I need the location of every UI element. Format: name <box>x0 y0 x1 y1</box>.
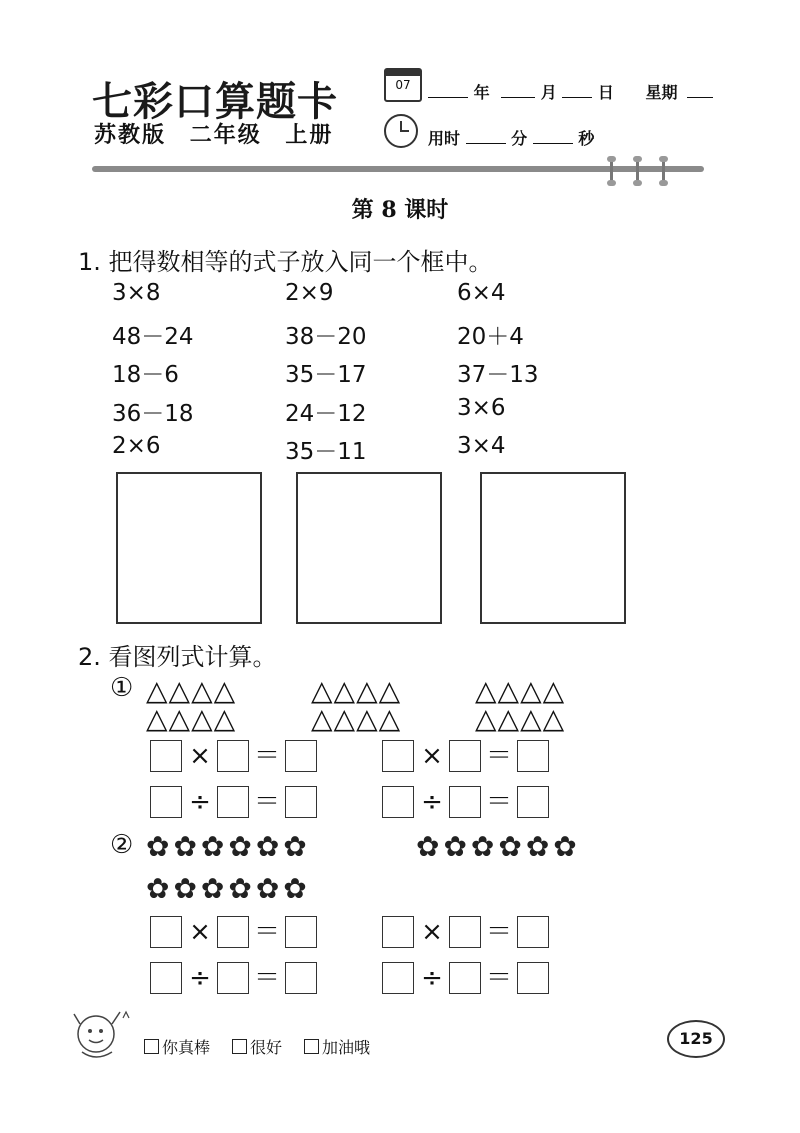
equals-sign: ＝ <box>253 741 280 771</box>
equals-sign: ＝ <box>485 963 512 993</box>
answer-square[interactable] <box>449 962 481 994</box>
answer-square[interactable] <box>449 916 481 948</box>
grade: 二年级 <box>189 123 262 148</box>
divide-sign: ÷ <box>421 787 443 817</box>
answer-square[interactable] <box>517 916 549 948</box>
checkbox-icon[interactable] <box>304 1039 319 1054</box>
expression: 3×6 <box>457 395 506 421</box>
answer-square[interactable] <box>285 962 317 994</box>
time-fields: 用时 分 秒 <box>428 129 595 148</box>
answer-square[interactable] <box>517 786 549 818</box>
answer-square[interactable] <box>517 740 549 772</box>
calendar-icon: 07 <box>384 68 422 102</box>
answer-square[interactable] <box>285 740 317 772</box>
divide-sign: ÷ <box>189 963 211 993</box>
brand-title: 七彩口算题卡 <box>92 78 338 125</box>
answer-square[interactable] <box>285 786 317 818</box>
day-blank[interactable] <box>562 83 592 98</box>
equals-sign: ＝ <box>253 963 280 993</box>
expression: 6×4 <box>457 280 506 306</box>
expression: 20＋4 <box>457 324 524 350</box>
answer-square[interactable] <box>150 962 182 994</box>
equals-sign: ＝ <box>485 917 512 947</box>
triangle-row: △△△△ <box>146 674 237 707</box>
edition-label <box>94 118 347 149</box>
answer-square[interactable] <box>449 786 481 818</box>
rating-good[interactable]: 很好 <box>232 1035 282 1058</box>
divide-sign: ÷ <box>421 963 443 993</box>
answer-square[interactable] <box>217 962 249 994</box>
month-blank[interactable] <box>501 83 535 98</box>
answer-square[interactable] <box>217 786 249 818</box>
expression: 24－12 <box>285 401 367 427</box>
divide-sign: ÷ <box>189 787 211 817</box>
answer-box-3[interactable] <box>480 472 626 624</box>
answer-square[interactable] <box>382 916 414 948</box>
answer-square[interactable] <box>150 740 182 772</box>
question-1-title: 1. 把得数相等的式子放入同一个框中。 <box>78 248 493 276</box>
answer-box-1[interactable] <box>116 472 262 624</box>
binder-pin-icon <box>636 158 639 184</box>
answer-square[interactable] <box>217 916 249 948</box>
checkbox-icon[interactable] <box>232 1039 247 1054</box>
expression: 18－6 <box>112 362 179 388</box>
times-sign: × <box>421 741 443 771</box>
second-blank[interactable] <box>533 129 573 144</box>
equals-sign: ＝ <box>253 917 280 947</box>
expression: 48－24 <box>112 324 194 350</box>
expression: 38－20 <box>285 324 367 350</box>
clock-icon <box>384 114 418 148</box>
weekday-blank[interactable] <box>687 83 713 98</box>
triangle-row: △△△△ <box>311 702 402 735</box>
rating-great[interactable]: 你真棒 <box>144 1035 210 1058</box>
times-sign: × <box>421 917 443 947</box>
flower-row: ✿✿✿✿✿✿ <box>146 830 311 863</box>
answer-square[interactable] <box>150 916 182 948</box>
expression: 2×6 <box>112 433 161 459</box>
question-2-title: 2. 看图列式计算。 <box>78 643 277 671</box>
date-fields: 年 月 日 星期 <box>428 80 713 103</box>
publisher: 苏教版 <box>94 123 167 148</box>
expression: 36－18 <box>112 401 194 427</box>
answer-square[interactable] <box>449 740 481 772</box>
triangle-row: △△△△ <box>311 674 402 707</box>
answer-box-2[interactable] <box>296 472 442 624</box>
expression: 2×9 <box>285 280 334 306</box>
equals-sign: ＝ <box>485 787 512 817</box>
mascot-icon <box>68 1004 138 1064</box>
volume: 上册 <box>285 123 334 148</box>
answer-square[interactable] <box>217 740 249 772</box>
triangle-row: △△△△ <box>475 702 566 735</box>
equals-sign: ＝ <box>485 741 512 771</box>
part-2-marker: ② <box>110 830 134 860</box>
answer-square[interactable] <box>382 962 414 994</box>
expression: 37－13 <box>457 362 539 388</box>
flower-row: ✿✿✿✿✿✿ <box>146 872 311 905</box>
rating-keep-going[interactable]: 加油哦 <box>304 1035 370 1058</box>
expression: 3×8 <box>112 280 161 306</box>
checkbox-icon[interactable] <box>144 1039 159 1054</box>
binder-pin-icon <box>662 158 665 184</box>
triangle-row: △△△△ <box>146 702 237 735</box>
answer-square[interactable] <box>150 786 182 818</box>
binder-pin-icon <box>610 158 613 184</box>
answer-square[interactable] <box>382 786 414 818</box>
equals-sign: ＝ <box>253 787 280 817</box>
minute-blank[interactable] <box>466 129 506 144</box>
part-1-marker: ① <box>110 673 134 703</box>
expression: 35－11 <box>285 439 367 465</box>
expression: 3×4 <box>457 433 506 459</box>
answer-square[interactable] <box>285 916 317 948</box>
answer-square[interactable] <box>517 962 549 994</box>
lesson-title: 第 8 课时 <box>351 197 449 223</box>
flower-row: ✿✿✿✿✿✿ <box>416 830 581 863</box>
answer-square[interactable] <box>382 740 414 772</box>
times-sign: × <box>189 917 211 947</box>
expression: 35－17 <box>285 362 367 388</box>
year-blank[interactable] <box>428 83 468 98</box>
times-sign: × <box>189 741 211 771</box>
triangle-row: △△△△ <box>475 674 566 707</box>
page-number: 125 <box>667 1020 725 1058</box>
